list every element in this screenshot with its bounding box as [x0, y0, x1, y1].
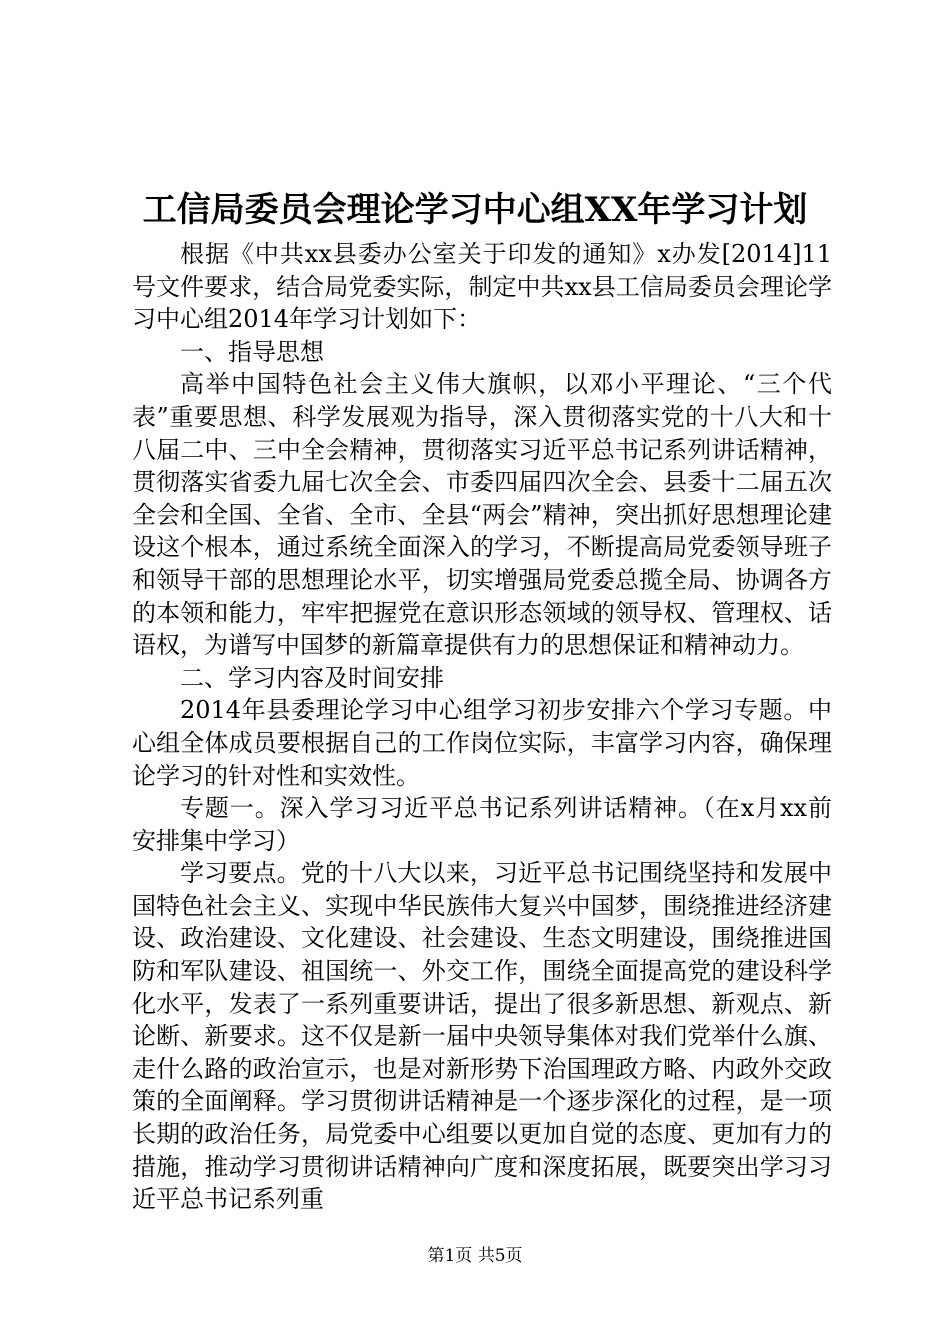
section-heading-guiding-thought: 一、指导思想: [180, 337, 324, 366]
page-number-footer: 第1页 共5页: [427, 1246, 523, 1266]
section-heading-content-schedule: 二、学习内容及时间安排: [180, 663, 444, 692]
guiding-thought-paragraph: 高举中国特色社会主义伟大旗帜，以邓小平理论、“三个代表”重要思想、科学发展观为指导，深入贯彻落实党的十八大和十八届二中、三中全会精神，贯彻落实习近平总书记系列讲话精神，贯彻落实省委九届七次全会、市委四届四次全会、县委十二届五次全会和全国、全省、全市、全县“两会”精神，突出抓好思想理论建设这个根本，通过系统全面深入的学习，不断提高局党委领导班子和领导干部的思想理论水平，切实增强局党委总揽全局、协调各方的本领和能力，牢牢把握党在意识形态领域的领导权、管理权、话语权，为谱写中国梦的新篇章提供有力的思想保证和精神动力。: [132, 370, 832, 660]
document-body: [132, 238, 832, 1216]
intro-paragraph: 根据《中共xx县委办公室关于印发的通知》x办发[2014]11号文件要求，结合局党委实际，制定中共xx县工信局委员会理论学习中心组2014年学习计划如下：: [132, 240, 832, 334]
content-schedule-paragraph: 2014年县委理论学习中心组学习初步安排六个学习专题。中心组全体成员要根据自己的工作岗位实际，丰富学习内容，确保理论学习的针对性和实效性。: [132, 696, 832, 790]
study-points-paragraph: 学习要点。党的十八大以来，习近平总书记围绕坚持和发展中国特色社会主义、实现中华民族伟大复兴中国梦，围绕推进经济建设、政治建设、文化建设、社会建设、生态文明建设，围绕推进国防和军队建设、祖国统一、外交工作，围绕全面提高党的建设科学化水平，发表了一系列重要讲话，提出了很多新思想、新观点、新论断、新要求。这不仅是新一届中央领导集体对我们党举什么旗、走什么路的政治宣示，也是对新形势下治国理政方略、内政外交政策的全面阐释。学习贯彻讲话精神是一个逐步深化的过程，是一项长期的政治任务，局党委中心组要以更加自觉的态度、更加有力的措施，推动学习贯彻讲话精神向广度和深度拓展，既要突出学习习近平总书记系列重: [132, 859, 832, 1214]
topic-one-paragraph: 专题一。深入学习习近平总书记系列讲话精神。（在x月xx前安排集中学习）: [132, 794, 832, 855]
document-title: 工信局委员会理论学习中心组XX年学习计划: [142, 190, 808, 230]
